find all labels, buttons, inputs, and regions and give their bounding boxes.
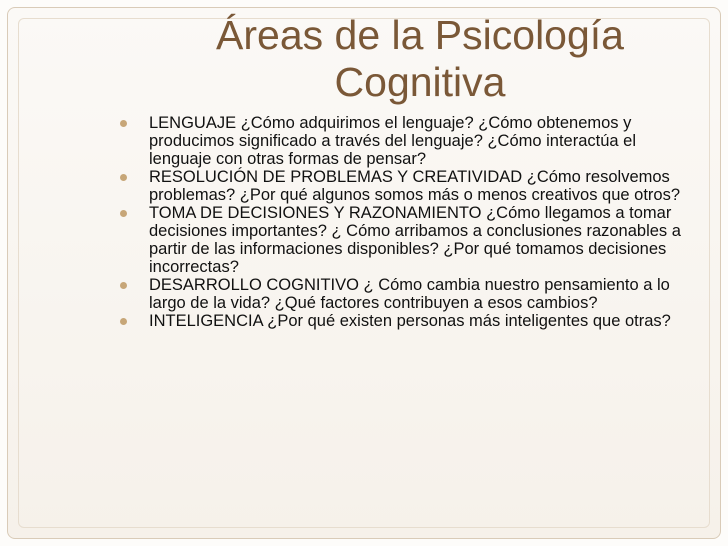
- bullet-item: [120, 312, 700, 330]
- bullet-dot-icon: [120, 174, 127, 181]
- bullet-text: RESOLUCIÓN DE PROBLEMAS Y CREATIVIDAD ¿Cómo resolvemos problemas? ¿Por qué algunos somos más o menos creativos que otros?: [149, 168, 681, 204]
- bullet-item: [120, 204, 700, 276]
- bullet-dot-icon: [120, 210, 127, 217]
- bullet-dot-icon: [120, 318, 127, 325]
- bullet-item: [120, 114, 700, 168]
- bullet-list: [120, 114, 700, 330]
- bullet-text: DESARROLLO COGNITIVO ¿ Cómo cambia nuestro pensamiento a lo largo de la vida? ¿Qué factores contribuyen a esos cambios?: [149, 276, 670, 312]
- bullet-dot-icon: [120, 120, 127, 127]
- bullet-text: TOMA DE DECISIONES Y RAZONAMIENTO ¿Cómo llegamos a tomar decisiones importantes? ¿ Cómo arribamos a conclusiones razonables a partir de las informaciones disponibles? ¿Por qué tomamos decisiones incorrectas?: [149, 204, 681, 276]
- slide-title: Áreas de la Psicología Cognitiva: [216, 12, 624, 105]
- bullet-text: LENGUAJE ¿Cómo adquirimos el lenguaje? ¿Cómo obtenemos y producimos significado a través del lenguaje? ¿Cómo interactúa el lenguaje con otras formas de pensar?: [149, 114, 637, 168]
- bullet-item: [120, 276, 700, 312]
- bullet-text: INTELIGENCIA ¿Por qué existen personas más inteligentes que otras?: [149, 312, 671, 330]
- bullet-item: [120, 168, 700, 204]
- bullet-dot-icon: [120, 282, 127, 289]
